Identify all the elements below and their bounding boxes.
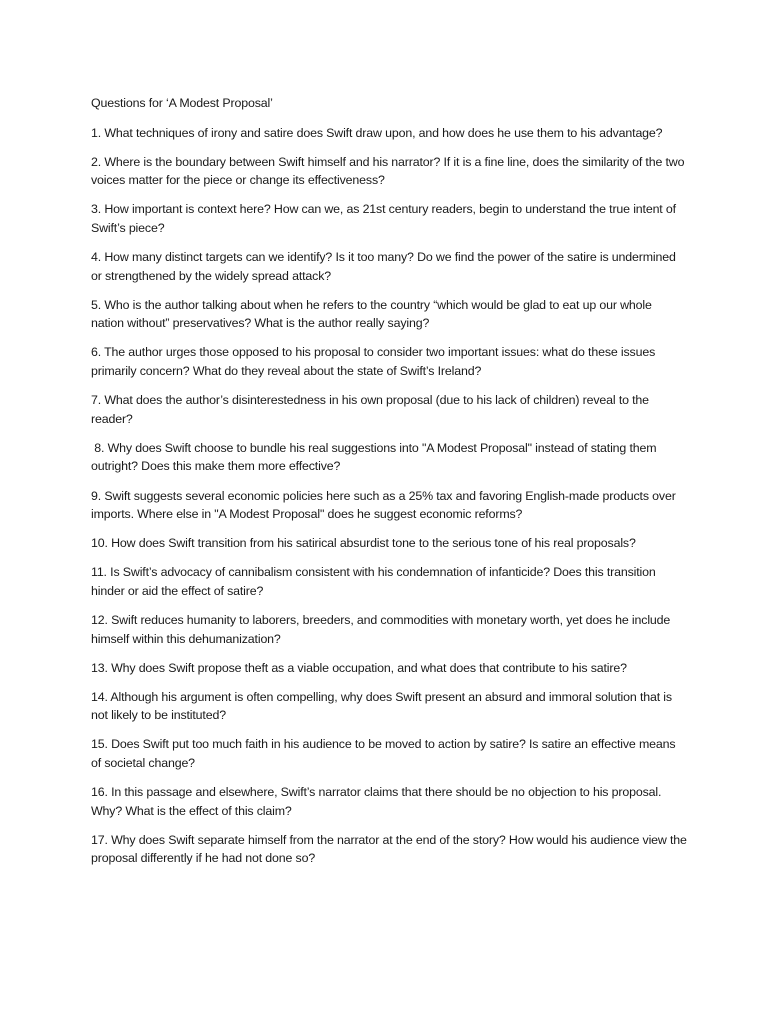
question-item: 12. Swift reduces humanity to laborers, breeders, and commodities with monetary worth, yet does he include himself within this dehumanization?	[91, 612, 671, 646]
question-item: 16. In this passage and elsewhere, Swift’s narrator claims that there should be no objection to his proposal. Why? What is the effect of this claim?	[91, 785, 662, 818]
question-item: 10. How does Swift transition from his satirical absurdist tone to the serious tone of his real proposals?	[91, 536, 636, 551]
question-item: 1. What techniques of irony and satire does Swift draw upon, and how does he use them to his advantage?	[91, 125, 663, 140]
question-item: 7. What does the author’s disinterestedness in his own proposal (due to his lack of children) reveal to the reader?	[91, 393, 649, 426]
question-item: 2. Where is the boundary between Swift himself and his narrator? If it is a fine line, does the similarity of the two voices matter for the piece or change its effectiveness?	[91, 154, 685, 188]
question-item: 9. Swift suggests several economic policies here such as a 25% tax and favoring English-made products over imports. Where else in "A Modest Proposal" does he suggest economic reforms?	[91, 488, 676, 522]
document-title: Questions for ‘A Modest Proposal’	[91, 96, 273, 110]
question-item: 6. The author urges those opposed to his proposal to consider two important issues: what do these issues primarily concern? What do they reveal about the state of Swift’s Ireland?	[91, 345, 656, 379]
question-item: 13. Why does Swift propose theft as a viable occupation, and what does that contribute to his satire?	[91, 660, 627, 675]
question-item: 11. Is Swift’s advocacy of cannibalism consistent with his condemnation of infanticide? Does this transition hinder or aid the effect of satire?	[91, 565, 656, 598]
question-item: 17. Why does Swift separate himself from the narrator at the end of the story? How would his audience view the proposal differently if he had not done so?	[91, 832, 687, 866]
question-item: 4. How many distinct targets can we identify? Is it too many? Do we find the power of the satire is undermined or strengthened by the widely spread attack?	[91, 250, 676, 283]
question-item: 14. Although his argument is often compelling, why does Swift present an absurd and immoral solution that is not likely to be instituted?	[91, 689, 672, 723]
question-item: 3. How important is context here? How can we, as 21st century readers, begin to understand the true intent of Swift’s piece?	[91, 202, 676, 235]
question-item: 8. Why does Swift choose to bundle his real suggestions into "A Modest Proposal" instead of stating them outright? Does this make them more effective?	[91, 440, 657, 474]
question-item: 15. Does Swift put too much faith in his audience to be moved to action by satire? Is satire an effective means of societal change?	[91, 737, 676, 771]
question-item: 5. Who is the author talking about when he refers to the country “which would be glad to eat up our whole nation without” preservatives? What is the author really saying?	[91, 297, 652, 331]
document-body	[91, 94, 687, 879]
